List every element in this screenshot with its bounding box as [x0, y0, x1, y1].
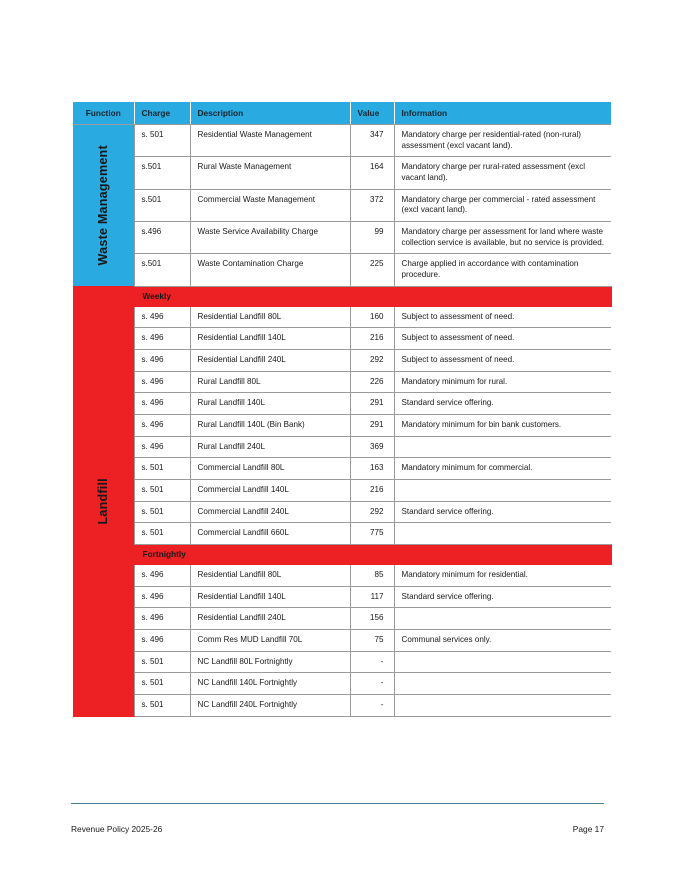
table-row — [73, 480, 611, 502]
cell-information: Communal services only. — [394, 630, 611, 652]
cell-value: 163 — [350, 458, 394, 480]
section-band-row — [73, 286, 611, 306]
cell-charge: s. 501 — [134, 673, 190, 695]
cell-charge: s. 496 — [134, 328, 190, 350]
cell-information: Mandatory charge per residential-rated (non-rural) assessment (excl vacant land). — [394, 125, 611, 157]
cell-information: Mandatory charge per commercial - rated assessment (excl vacant land). — [394, 189, 611, 221]
cell-charge: s. 496 — [134, 306, 190, 328]
cell-value: 216 — [350, 328, 394, 350]
table-row — [73, 328, 611, 350]
footer-page-number: Page 17 — [572, 824, 604, 834]
cell-charge: s. 501 — [134, 125, 190, 157]
section-band-label: Weekly — [134, 286, 611, 306]
cell-charge: s. 496 — [134, 586, 190, 608]
table-row — [73, 393, 611, 415]
table-row — [73, 436, 611, 458]
cell-charge: s.501 — [134, 157, 190, 189]
section-band-label: Fortnightly — [134, 545, 611, 565]
cell-value: 347 — [350, 125, 394, 157]
cell-information: Subject to assessment of need. — [394, 350, 611, 372]
cell-value: 292 — [350, 350, 394, 372]
table-row — [73, 125, 611, 157]
cell-description: Rural Landfill 140L — [190, 393, 350, 415]
function-group-band — [73, 125, 134, 286]
footer-divider — [71, 803, 604, 804]
table-row — [73, 586, 611, 608]
cell-information: Mandatory minimum for rural. — [394, 371, 611, 393]
cell-description: Commercial Waste Management — [190, 189, 350, 221]
column-header-function: Function — [73, 102, 134, 125]
cell-description: Residential Landfill 80L — [190, 564, 350, 586]
cell-description: Commercial Landfill 660L — [190, 523, 350, 545]
cell-value: - — [350, 673, 394, 695]
cell-information: Subject to assessment of need. — [394, 306, 611, 328]
cell-value: 216 — [350, 480, 394, 502]
function-group-band — [73, 287, 134, 716]
page-footer — [71, 824, 604, 834]
table-row — [73, 189, 611, 221]
cell-description: NC Landfill 80L Fortnightly — [190, 651, 350, 673]
table-row — [73, 523, 611, 545]
cell-description: Commercial Landfill 240L — [190, 501, 350, 523]
cell-information — [394, 608, 611, 630]
table-row — [73, 458, 611, 480]
cell-charge: s. 496 — [134, 415, 190, 437]
cell-value: 85 — [350, 564, 394, 586]
cell-value: 369 — [350, 436, 394, 458]
table-body — [73, 125, 611, 717]
cell-charge: s. 501 — [134, 523, 190, 545]
cell-information: Mandatory minimum for residential. — [394, 564, 611, 586]
cell-charge: s. 501 — [134, 695, 190, 717]
fees-and-charges-table — [73, 101, 612, 717]
cell-description: Residential Landfill 240L — [190, 608, 350, 630]
cell-description: NC Landfill 140L Fortnightly — [190, 673, 350, 695]
cell-value: 225 — [350, 254, 394, 286]
cell-information: Subject to assessment of need. — [394, 328, 611, 350]
section-band-row — [73, 545, 611, 565]
table-row — [73, 306, 611, 328]
cell-description: Commercial Landfill 140L — [190, 480, 350, 502]
cell-charge: s. 496 — [134, 350, 190, 372]
cell-description: Comm Res MUD Landfill 70L — [190, 630, 350, 652]
cell-value: 226 — [350, 371, 394, 393]
cell-information: Mandatory minimum for bin bank customers. — [394, 415, 611, 437]
cell-information: Standard service offering. — [394, 586, 611, 608]
cell-charge: s. 501 — [134, 501, 190, 523]
cell-value: 99 — [350, 222, 394, 254]
cell-value: 117 — [350, 586, 394, 608]
column-header-charge: Charge — [134, 102, 190, 125]
table-header-row — [73, 102, 611, 125]
cell-information: Charge applied in accordance with contamination procedure. — [394, 254, 611, 286]
cell-information: Mandatory minimum for commercial. — [394, 458, 611, 480]
column-header-value: Value — [350, 102, 394, 125]
cell-information: Mandatory charge per assessment for land where waste collection service is available, but no service is provided. — [394, 222, 611, 254]
cell-charge: s.501 — [134, 189, 190, 221]
table-row — [73, 695, 611, 717]
cell-value: 156 — [350, 608, 394, 630]
cell-value: - — [350, 695, 394, 717]
function-group-cell — [73, 286, 134, 716]
table-header — [73, 102, 611, 125]
table-row — [73, 415, 611, 437]
cell-description: Rural Landfill 80L — [190, 371, 350, 393]
cell-description: Residential Landfill 140L — [190, 586, 350, 608]
cell-information — [394, 523, 611, 545]
table-row — [73, 651, 611, 673]
fees-table-container — [73, 101, 611, 717]
cell-description: Rural Landfill 240L — [190, 436, 350, 458]
cell-information — [394, 651, 611, 673]
cell-description: Residential Landfill 140L — [190, 328, 350, 350]
cell-charge: s. 496 — [134, 608, 190, 630]
cell-description: Commercial Landfill 80L — [190, 458, 350, 480]
table-row — [73, 350, 611, 372]
table-row — [73, 673, 611, 695]
cell-charge: s. 501 — [134, 651, 190, 673]
cell-charge: s. 496 — [134, 371, 190, 393]
cell-value: 291 — [350, 415, 394, 437]
table-row — [73, 630, 611, 652]
cell-description: Waste Service Availability Charge — [190, 222, 350, 254]
cell-information — [394, 695, 611, 717]
cell-charge: s. 496 — [134, 436, 190, 458]
cell-value: 291 — [350, 393, 394, 415]
cell-charge: s. 501 — [134, 480, 190, 502]
cell-information: Mandatory charge per rural-rated assessment (excl vacant land). — [394, 157, 611, 189]
cell-information: Standard service offering. — [394, 393, 611, 415]
cell-charge: s. 501 — [134, 458, 190, 480]
table-row — [73, 564, 611, 586]
table-row — [73, 254, 611, 286]
cell-information — [394, 436, 611, 458]
table-row — [73, 222, 611, 254]
cell-description: Rural Landfill 140L (Bin Bank) — [190, 415, 350, 437]
column-header-description: Description — [190, 102, 350, 125]
function-group-label: Landfill — [95, 478, 110, 525]
cell-description: Residential Landfill 240L — [190, 350, 350, 372]
cell-information — [394, 673, 611, 695]
function-group-label: Waste Management — [95, 145, 110, 266]
function-group-cell — [73, 125, 134, 287]
cell-charge: s. 496 — [134, 393, 190, 415]
cell-value: 775 — [350, 523, 394, 545]
cell-charge: s. 496 — [134, 630, 190, 652]
cell-value: 164 — [350, 157, 394, 189]
cell-charge: s.501 — [134, 254, 190, 286]
table-row — [73, 157, 611, 189]
cell-description: Waste Contamination Charge — [190, 254, 350, 286]
cell-charge: s. 496 — [134, 564, 190, 586]
cell-value: - — [350, 651, 394, 673]
cell-information: Standard service offering. — [394, 501, 611, 523]
table-row — [73, 608, 611, 630]
cell-value: 75 — [350, 630, 394, 652]
table-row — [73, 501, 611, 523]
cell-description: NC Landfill 240L Fortnightly — [190, 695, 350, 717]
column-header-information: Information — [394, 102, 611, 125]
table-row — [73, 371, 611, 393]
cell-value: 292 — [350, 501, 394, 523]
footer-document-title: Revenue Policy 2025-26 — [71, 824, 163, 834]
cell-information — [394, 480, 611, 502]
cell-value: 372 — [350, 189, 394, 221]
cell-description: Residential Waste Management — [190, 125, 350, 157]
cell-value: 160 — [350, 306, 394, 328]
cell-description: Residential Landfill 80L — [190, 306, 350, 328]
cell-charge: s.496 — [134, 222, 190, 254]
cell-description: Rural Waste Management — [190, 157, 350, 189]
